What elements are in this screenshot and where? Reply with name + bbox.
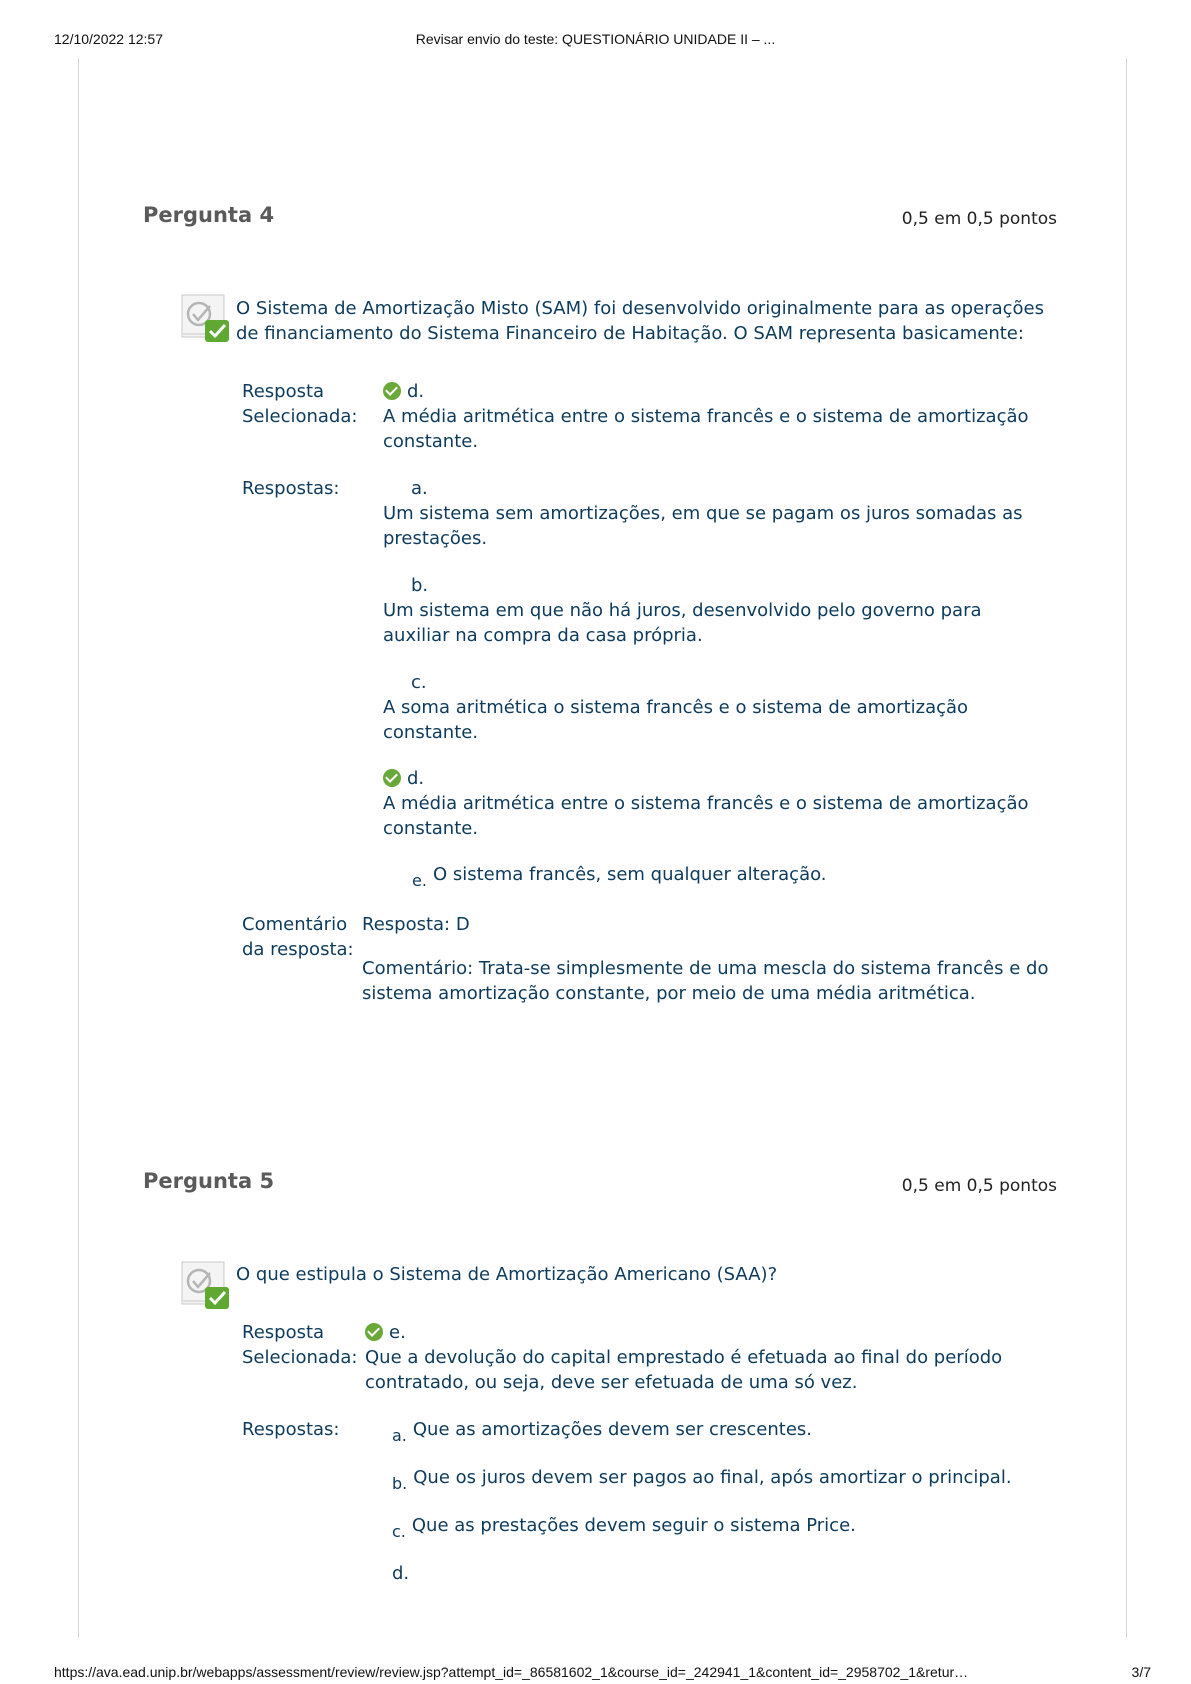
q4-option-a: a. Um sistema sem amortizações, em que se pagam os juros somadas as prestações. [383,478,1023,549]
question-5-points: 0,5 em 0,5 pontos [901,1176,1057,1196]
print-date: 12/10/2022 12:57 [54,31,163,47]
question-4-points: 0,5 em 0,5 pontos [901,209,1057,229]
q4-option-d: d. A média aritmética entre o sistema francês e o sistema de amortização constante. [383,768,1029,839]
question-5-title: Pergunta 5 [143,1169,275,1193]
q4-option-e: e. O sistema francês, sem qualquer alteração. [412,864,827,890]
q5-selected-answer: e. Que a devolução do capital emprestado é efetuada ao final do período contratado, ou seja, deve ser efetuada de uma só vez. [365,1322,1003,1393]
print-page-number: 3/7 [1131,1664,1151,1680]
correct-check-icon [365,1323,383,1341]
correct-check-icon [383,769,401,787]
correct-question-icon [181,294,231,344]
answers-label: Respostas: [242,1419,340,1440]
q4-option-c: c. A soma aritmética o sistema francês e o sistema de amortização constante. [383,672,969,743]
correct-check-icon [383,382,401,400]
content-border-right [1126,58,1127,1638]
correct-question-icon [181,1261,231,1311]
comment-label: Comentário da resposta: [242,914,354,960]
q4-option-b: b. Um sistema em que não há juros, desenvolvido pelo governo para auxiliar na compra da casa própria. [383,575,982,646]
question-4-title: Pergunta 4 [143,203,275,227]
question-5-text: O que estipula o Sistema de Amortização Americano (SAA)? [236,1264,778,1285]
q5-option-d: d. [392,1563,410,1584]
q5-option-a: a. Que as amortizações devem ser crescentes. [392,1419,813,1445]
q5-option-b: b. Que os juros devem ser pagos ao final, após amortizar o principal. [392,1467,1012,1493]
question-4-text: O Sistema de Amortização Misto (SAM) foi desenvolvido originalmente para as operações de financiamento do Sistema Financeiro de Habitação. O SAM representa basicamente: [236,298,1044,344]
q4-comment: Resposta: D Comentário: Trata-se simplesmente de uma mescla do sistema francês e do sistema amortização constante, por meio de uma média aritmética. [362,914,1049,1004]
print-url: https://ava.ead.unip.br/webapps/assessment/review/review.jsp?attempt_id=_86581602_1&course_id=_242941_1&content_id=_2958702_1&retur… [54,1664,969,1680]
content-border-left [78,58,79,1638]
selected-label: Resposta Selecionada: [242,381,358,427]
q5-option-c: c. Que as prestações devem seguir o sistema Price. [392,1515,856,1541]
q4-selected-answer: d. A média aritmética entre o sistema francês e o sistema de amortização constante. [383,381,1029,452]
selected-label: Resposta Selecionada: [242,1322,358,1368]
answers-label: Respostas: [242,478,340,499]
print-title: Revisar envio do teste: QUESTIONÁRIO UNIDADE II – ... [415,31,776,47]
